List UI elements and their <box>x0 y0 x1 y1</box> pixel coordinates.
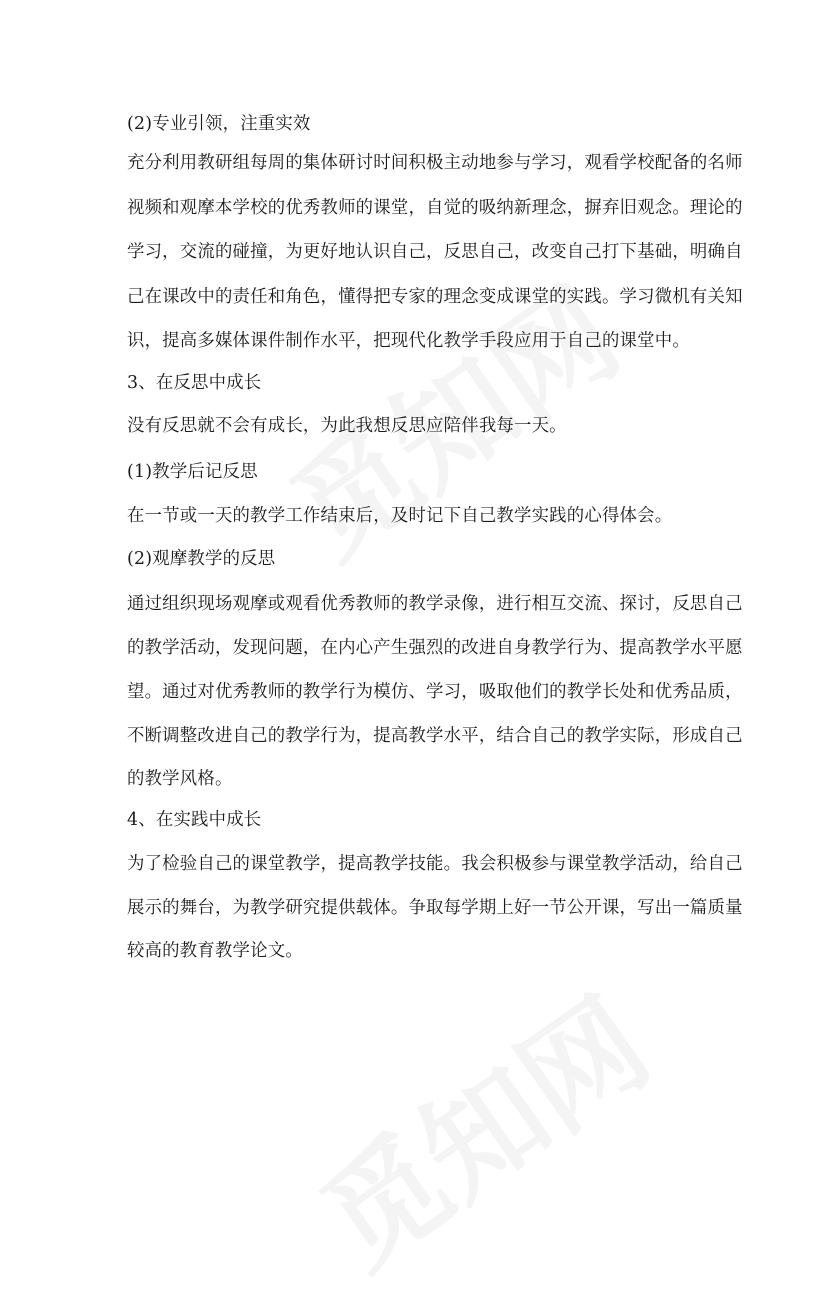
paragraph-line: 己在课改中的责任和角色，懂得把专家的理念变成课堂的实践。学习微机有关知 <box>127 287 743 307</box>
subheading: (2)观摩教学的反思 <box>127 549 276 569</box>
paragraph-line: 识，提高多媒体课件制作水平，把现代化教学手段应用于自己的课堂中。 <box>127 331 690 351</box>
paragraph-line: 为了检验自己的课堂教学，提高教学技能。我会积极参与课堂教学活动，给自己 <box>127 854 743 874</box>
watermark <box>283 952 677 1299</box>
section-heading: 3、在反思中成长 <box>127 373 262 393</box>
paragraph-line: 不断调整改进自己的教学行为，提高教学水平，结合自己的教学实际，形成自己 <box>127 726 743 746</box>
paragraph-line: 的教学风格。 <box>127 769 233 789</box>
paragraph-line: 没有反思就不会有成长，为此我想反思应陪伴我每一天。 <box>127 416 567 436</box>
paragraph-line: 的教学活动，发现问题，在内心产生强烈的改进自身教学行为、提高教学水平愿 <box>127 638 743 658</box>
paragraph-line: 望。通过对优秀教师的教学行为模仿、学习，吸取他们的教学长处和优秀品质， <box>127 682 743 702</box>
paragraph-line: 学习，交流的碰撞，为更好地认识自己，反思自己，改变自己打下基础，明确自 <box>127 242 743 262</box>
subheading: (1)教学后记反思 <box>127 462 258 482</box>
subheading: (2)专业引领，注重实效 <box>127 114 311 134</box>
paragraph-line: 在一节或一天的教学工作结束后，及时记下自己教学实践的心得体会。 <box>127 506 673 526</box>
section-heading: 4、在实践中成长 <box>127 810 262 830</box>
paragraph-line: 通过组织现场观摩或观看优秀教师的教学录像，进行相互交流、探讨，反思自己 <box>127 594 743 614</box>
paragraph-line: 充分利用教研组每周的集体研讨时间积极主动地参与学习，观看学校配备的名师 <box>127 153 743 173</box>
paragraph-line: 视频和观摩本学校的优秀教师的课堂，自觉的吸纳新理念，摒弃旧观念。理论的 <box>127 198 743 218</box>
paragraph-line: 展示的舞台，为教学研究提供载体。争取每学期上好一节公开课，写出一篇质量 <box>127 898 743 918</box>
paragraph-line: 较高的教育教学论文。 <box>127 941 303 961</box>
